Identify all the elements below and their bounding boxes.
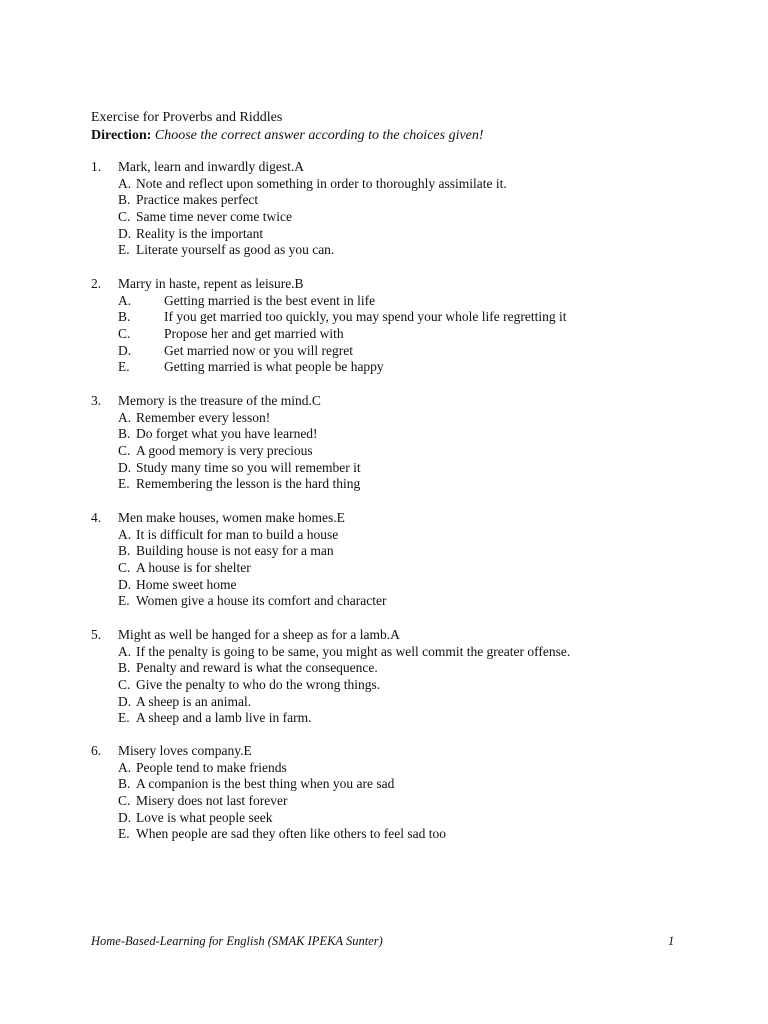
option-letter: E.	[118, 826, 130, 842]
direction-line	[91, 127, 484, 144]
question-text: Mark, learn and inwardly digest.A	[118, 159, 304, 174]
question-2	[91, 276, 691, 376]
option-d	[91, 460, 691, 477]
option-text: A companion is the best thing when you are sad	[136, 776, 395, 792]
option-text: When people are sad they often like others to feel sad too	[136, 826, 447, 842]
option-text: Home sweet home	[136, 576, 237, 592]
question-3	[91, 393, 691, 493]
option-d	[91, 810, 691, 827]
option-d	[91, 694, 691, 711]
question-number: 1.	[91, 159, 102, 174]
option-b	[91, 776, 691, 793]
option-letter: A.	[118, 643, 132, 659]
question-stem	[91, 743, 691, 760]
option-text: Remembering the lesson is the hard thing	[136, 476, 361, 492]
option-text: Practice makes perfect	[136, 192, 259, 208]
option-letter: C.	[118, 326, 131, 342]
option-e	[91, 242, 691, 259]
option-letter: E.	[118, 710, 130, 726]
option-c	[91, 326, 691, 343]
option-e	[91, 476, 691, 493]
question-1	[91, 159, 691, 259]
option-text: Getting married is what people be happy	[164, 359, 384, 375]
option-text: Literate yourself as good as you can.	[136, 242, 335, 258]
question-text: Men make houses, women make homes.E	[118, 510, 345, 525]
option-e	[91, 359, 691, 376]
option-text: Study many time so you will remember it	[136, 459, 361, 475]
option-letter: C.	[118, 677, 131, 693]
option-letter: D.	[118, 693, 132, 709]
option-letter: A.	[118, 175, 132, 191]
option-letter: A.	[118, 409, 132, 425]
question-stem	[91, 393, 691, 410]
question-number: 2.	[91, 276, 102, 291]
direction-text: Choose the correct answer according to the choices given!	[151, 128, 484, 143]
question-text: Misery loves company.E	[118, 743, 252, 758]
option-letter: C.	[118, 443, 131, 459]
option-a	[91, 293, 691, 310]
option-b	[91, 660, 691, 677]
option-text: Reality is the important	[136, 225, 264, 241]
option-letter: A.	[118, 292, 132, 308]
option-text: People tend to make friends	[136, 759, 287, 775]
option-letter: D.	[118, 576, 132, 592]
question-stem	[91, 159, 691, 176]
option-letter: D.	[118, 342, 132, 358]
question-text: Might as well be hanged for a sheep as for a lamb.A	[118, 627, 400, 642]
option-letter: E.	[118, 242, 130, 258]
option-text: Women give a house its comfort and character	[136, 593, 387, 609]
option-text: Penalty and reward is what the consequence.	[136, 660, 378, 676]
question-stem	[91, 627, 691, 644]
option-text: A sheep is an animal.	[136, 693, 252, 709]
option-letter: C.	[118, 793, 131, 809]
option-c	[91, 443, 691, 460]
option-letter: D.	[118, 809, 132, 825]
option-text: It is difficult for man to build a house	[136, 526, 339, 542]
option-d	[91, 577, 691, 594]
question-5	[91, 627, 691, 727]
option-letter: C.	[118, 560, 131, 576]
question-text: Memory is the treasure of the mind.C	[118, 393, 321, 408]
exercise-title: Exercise for Proverbs and Riddles	[91, 110, 283, 125]
option-letter: E.	[118, 359, 130, 375]
option-text: A good memory is very precious	[136, 443, 313, 459]
direction-label: Direction:	[91, 128, 152, 143]
option-text: Building house is not easy for a man	[136, 543, 334, 559]
option-d	[91, 226, 691, 243]
option-text: Remember every lesson!	[136, 409, 271, 425]
option-letter: C.	[118, 209, 131, 225]
option-a	[91, 644, 691, 661]
option-letter: B.	[118, 776, 131, 792]
option-text: Misery does not last forever	[136, 793, 288, 809]
option-b	[91, 426, 691, 443]
option-letter: A.	[118, 759, 132, 775]
option-letter: B.	[118, 660, 131, 676]
option-text: If the penalty is going to be same, you might as well commit the greater offense.	[136, 643, 571, 659]
question-6	[91, 743, 691, 843]
option-text: A house is for shelter	[136, 560, 251, 576]
option-a	[91, 527, 691, 544]
option-text: Getting married is the best event in life	[164, 292, 376, 308]
option-text: Love is what people seek	[136, 809, 273, 825]
option-e	[91, 593, 691, 610]
option-c	[91, 560, 691, 577]
option-text: If you get married too quickly, you may spend your whole life regretting it	[164, 309, 567, 325]
option-letter: B.	[118, 192, 131, 208]
footer-text: Home-Based-Learning for English (SMAK IPEKA Sunter)	[91, 934, 383, 948]
question-number: 3.	[91, 393, 102, 408]
option-c	[91, 677, 691, 694]
question-4	[91, 510, 691, 610]
option-a	[91, 176, 691, 193]
option-text: Same time never come twice	[136, 209, 292, 225]
option-text: Note and reflect upon something in order to thoroughly assimilate it.	[136, 175, 507, 191]
option-text: Give the penalty to who do the wrong things.	[136, 677, 381, 693]
option-c	[91, 209, 691, 226]
page-number: 1	[668, 934, 675, 948]
question-number: 6.	[91, 743, 102, 758]
option-e	[91, 826, 691, 843]
option-a	[91, 760, 691, 777]
option-letter: A.	[118, 526, 132, 542]
option-b	[91, 543, 691, 560]
question-number: 5.	[91, 627, 102, 642]
option-text: Get married now or you will regret	[164, 342, 353, 358]
option-c	[91, 793, 691, 810]
option-a	[91, 410, 691, 427]
question-stem	[91, 276, 691, 293]
option-text: Propose her and get married with	[164, 326, 344, 342]
option-e	[91, 710, 691, 727]
option-letter: B.	[118, 309, 131, 325]
option-b	[91, 309, 691, 326]
option-text: A sheep and a lamb live in farm.	[136, 710, 312, 726]
option-text: Do forget what you have learned!	[136, 426, 318, 442]
option-letter: B.	[118, 543, 131, 559]
question-stem	[91, 510, 691, 527]
option-letter: B.	[118, 426, 131, 442]
option-letter: E.	[118, 593, 130, 609]
question-number: 4.	[91, 510, 102, 525]
option-b	[91, 192, 691, 209]
option-d	[91, 343, 691, 360]
option-letter: D.	[118, 225, 132, 241]
option-letter: E.	[118, 476, 130, 492]
option-letter: D.	[118, 459, 132, 475]
question-text: Marry in haste, repent as leisure.B	[118, 276, 304, 291]
